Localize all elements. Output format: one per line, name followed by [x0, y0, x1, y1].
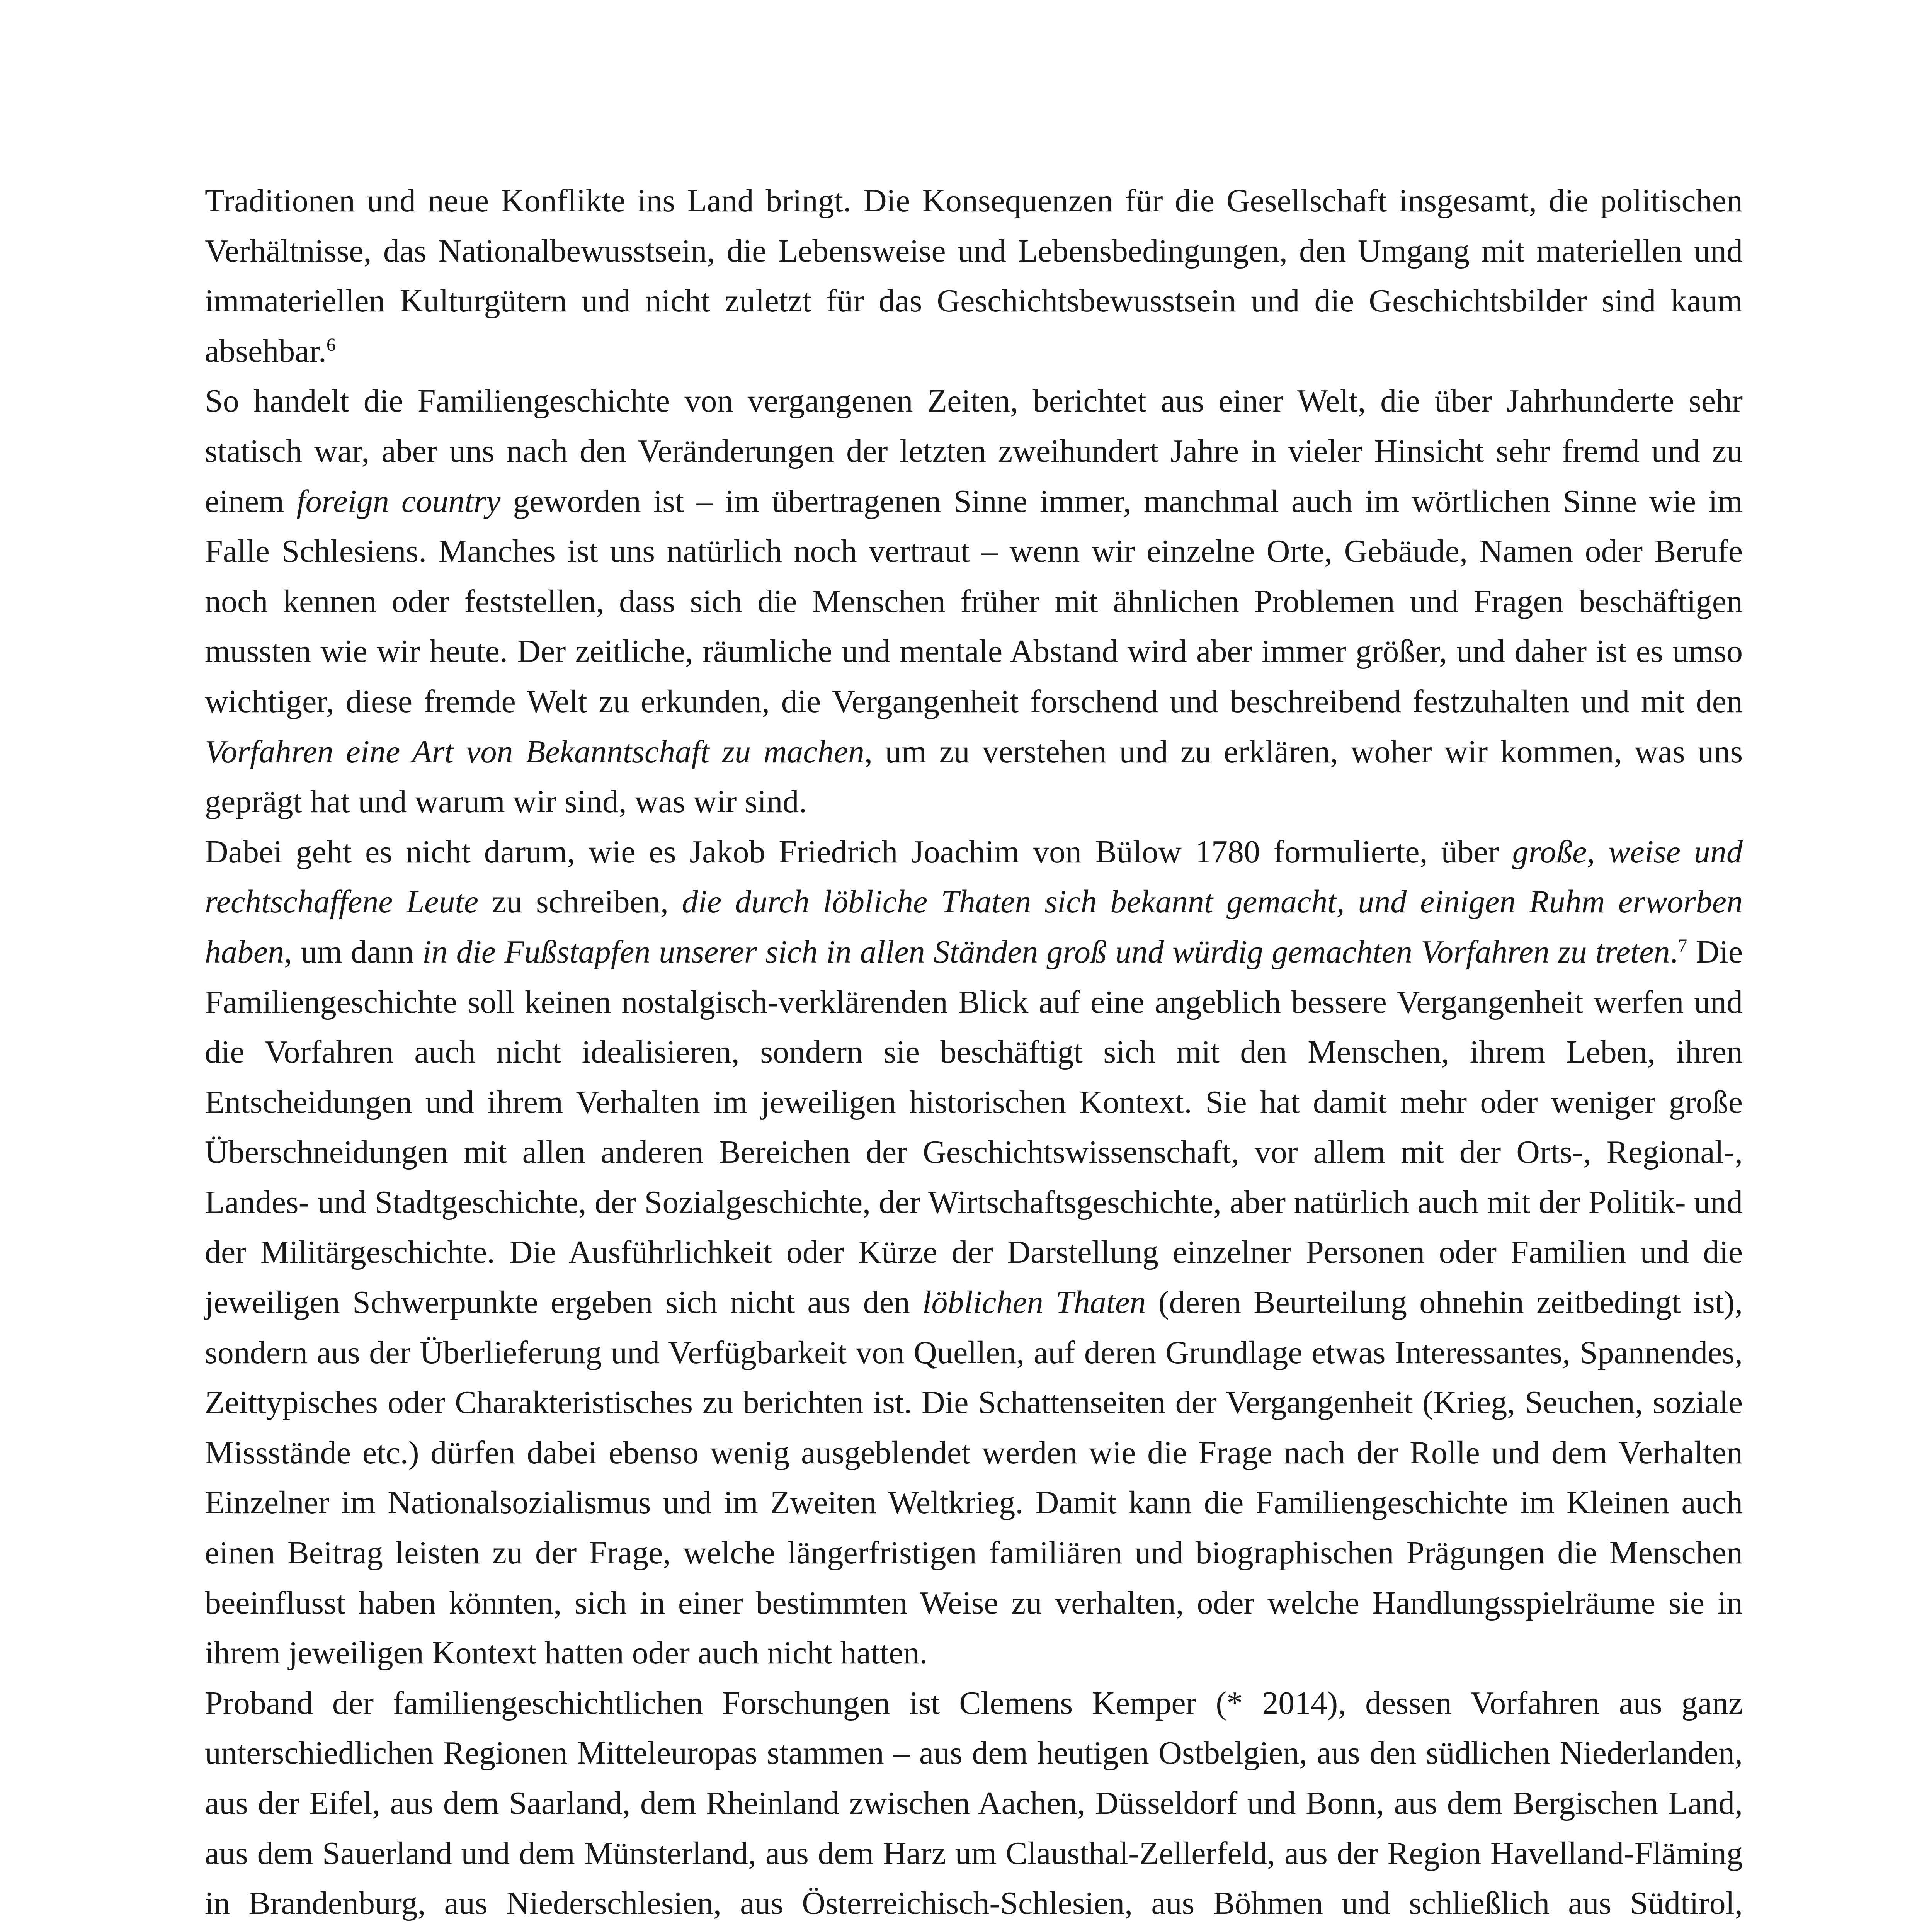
- footnote-reference-6[interactable]: 6: [326, 334, 336, 355]
- paragraph-text: Dabei geht es nicht darum, wie es Jakob Friedrich Joachim von Bülow 1780 formulierte, über: [205, 833, 1512, 870]
- italic-phrase: in die Fußstapfen unserer sich in allen Ständen groß und würdig gemachten Vorfahren zu treten: [422, 934, 1670, 970]
- paragraph-text: Traditionen und neue Konflikte ins Land bringt. Die Konsequenzen für die Gesellschaft insgesamt, die politischen Verhältnisse, das Nationalbewusstsein, die Lebensweise und Lebensbedingungen, den Umgang mit materiellen und immateriellen Kulturgütern und nicht zuletzt für das Geschichtsbewusstsein und die Geschichtsbilder sind kaum absehbar.: [205, 183, 1743, 369]
- paragraph-text: .: [1670, 934, 1678, 970]
- paragraph-text: , um dann: [284, 934, 423, 970]
- paragraph-text: Proband der familiengeschichtlichen Forschungen ist Clemens Kemper (* 2014), dessen Vorfahren aus ganz unterschiedlichen Regionen Mitteleuropas stammen – aus dem heutigen Ostbelgien, aus den südlichen Niederlanden, aus der Eifel, aus dem Saarland, dem Rheinland zwischen Aachen, Düsseldorf und Bonn, aus dem Bergischen Land, aus dem Sauerland und dem Münsterland, aus dem Harz um Clausthal-Zellerfeld, aus der Region Havelland-Fläming in Brandenburg, aus Niederschlesien, aus Österreichisch-Schlesien, aus Böhmen und schließlich aus Südtirol,: [205, 1685, 1743, 1922]
- paragraph-text: So handelt die Familiengeschichte von vergangenen Zeiten, berichtet aus einer Welt, die über Jahrhunderte sehr statisch war, aber uns nach den Veränderungen der letzten zweihundert Jahre in vieler Hinsicht sehr fremd und zu einem: [205, 383, 1743, 519]
- paragraph-4: [205, 1678, 1743, 1932]
- paragraph-1: [205, 176, 1743, 376]
- italic-phrase: löblichen Thaten: [922, 1284, 1146, 1321]
- paragraph-text: geworden ist – im übertragenen Sinne immer, manchmal auch im wörtlichen Sinne wie im Falle Schlesiens. Manches ist uns natürlich noch vertraut – wenn wir einzelne Orte, Gebäude, Namen oder Berufe noch kennen oder feststellen, dass sich die Menschen früher mit ähnlichen Problemen und Fragen beschäftigen mussten wie wir heute. Der zeitliche, räumliche und mentale Abstand wird aber immer größer, und daher ist es umso wichtiger, diese fremde Welt zu erkunden, die Vergangenheit forschend und beschreibend festzuhalten und mit den: [205, 483, 1743, 719]
- paragraph-text: , um zu verstehen und zu erklären, woher wir kommen, was uns geprägt hat und warum wir sind, was wir sind.: [205, 733, 1743, 820]
- footnote-reference-7[interactable]: 7: [1678, 935, 1687, 956]
- italic-phrase: große, weise und rechtschaffene Leute: [205, 833, 1743, 920]
- paragraph-text: zu schreiben: [478, 884, 660, 920]
- body-text: [205, 176, 1743, 1932]
- paragraph-2: [205, 376, 1743, 827]
- italic-phrase: Vorfahren eine Art von Bekanntschaft zu machen: [205, 733, 864, 770]
- italic-phrase: foreign country: [296, 483, 501, 519]
- paragraph-3: [205, 827, 1743, 1678]
- italic-phrase: , die durch löbliche Thaten sich bekannt gemacht, und einigen Ruhm erworben haben: [205, 884, 1743, 970]
- paragraph-text: Die Familiengeschichte soll keinen nostalgisch-verklärenden Blick auf eine angeblich bessere Vergangenheit werfen und die Vorfahren auch nicht idealisieren, sondern sie beschäftigt sich mit den Menschen, ihrem Leben, ihren Entscheidungen und ihrem Verhalten im jeweiligen historischen Kontext. Sie hat damit mehr oder weniger große Überschneidungen mit allen anderen Bereichen der Geschichtswissenschaft, vor allem mit der Orts-, Regional-, Landes- und Stadtgeschichte, der Sozialgeschichte, der Wirtschaftsgeschichte, aber natürlich auch mit der Politik- und der Militärgeschichte. Die Ausführlichkeit oder Kürze der Darstellung einzelner Personen oder Familien und die jeweiligen Schwerpunkte ergeben sich nicht aus den: [205, 934, 1743, 1321]
- paragraph-text: (deren Beurteilung ohnehin zeitbedingt ist), sondern aus der Überlieferung und Verfügbarkeit von Quellen, auf deren Grundlage etwas Interessantes, Spannendes, Zeittypisches oder Charakteristisches zu berichten ist. Die Schattenseiten der Vergangenheit (Krieg, Seuchen, soziale Missstände etc.) dürfen dabei ebenso wenig ausgeblendet werden wie die Frage nach der Rolle und dem Verhalten Einzelner im Nationalsozialismus und im Zweiten Weltkrieg. Damit kann die Familiengeschichte im Kleinen auch einen Beitrag leisten zu der Frage, welche längerfristigen familiären und biographischen Prägungen die Menschen beeinflusst haben könnten, sich in einer bestimmten Weise zu verhalten, oder welche Handlungsspielräume sie in ihrem jeweiligen Kontext hatten oder auch nicht hatten.: [205, 1284, 1743, 1671]
